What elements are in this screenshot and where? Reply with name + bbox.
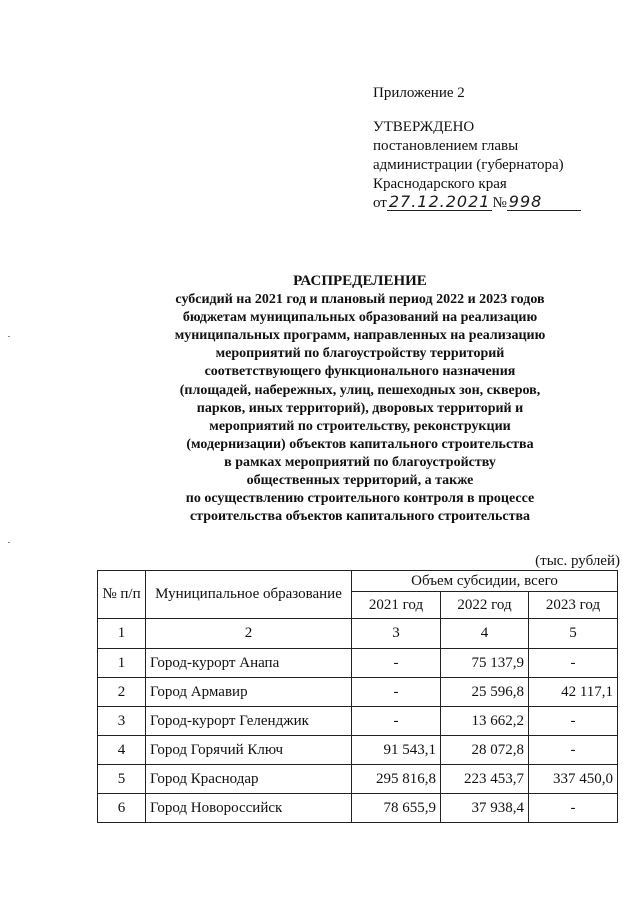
units-label: (тыс. рублей) <box>535 553 620 569</box>
table-row <box>98 794 618 823</box>
value-2023: 337 450,0 <box>529 765 618 794</box>
municipality-name: Город-курорт Анапа <box>146 649 352 678</box>
index-cell: 4 <box>441 619 529 649</box>
title-line: общественных территорий, а также <box>246 473 474 489</box>
row-number: 4 <box>98 736 146 765</box>
table-row <box>98 736 618 765</box>
header-year-2021: 2021 год <box>352 592 441 619</box>
title-line: (модернизации) объектов капитального строительства <box>186 436 534 452</box>
title-line: в рамках мероприятий по благоустройству <box>224 454 496 470</box>
row-number: 6 <box>98 794 146 823</box>
appendix-label: Приложение 2 <box>373 85 465 101</box>
value-2021: - <box>352 649 441 678</box>
municipality-name: Город Горячий Ключ <box>146 736 352 765</box>
approval-block <box>373 84 581 213</box>
title-line: парков, иных территорий), дворовых территорий и <box>196 400 524 416</box>
value-2021: 78 655,9 <box>352 794 441 823</box>
value-2021: - <box>352 707 441 736</box>
index-cell: 3 <box>352 619 441 649</box>
title-line: мероприятий по строительству, реконструкции <box>209 418 511 434</box>
table-row <box>98 678 618 707</box>
title-line: субсидий на 2021 год и плановый период 2022 и 2023 годов <box>175 292 545 308</box>
value-2022: 75 137,9 <box>441 649 529 678</box>
document-title <box>150 272 570 526</box>
number-prefix: № <box>492 195 507 211</box>
header-total: Объем субсидии, всего <box>352 571 618 592</box>
handwritten-number: 998 <box>507 194 581 211</box>
title-line: по осуществлению строительного контроля в процессе <box>185 491 535 507</box>
spacer <box>373 103 581 118</box>
handwritten-date: 27.12.2021 <box>388 192 491 211</box>
header-row <box>98 571 618 592</box>
date-prefix: от <box>373 195 387 211</box>
title-line: мероприятий по благоустройству территорий <box>215 346 505 362</box>
approval-line-1: постановлением главы <box>373 138 519 154</box>
value-2022: 37 938,4 <box>441 794 529 823</box>
municipality-name: Город Новороссийск <box>146 794 352 823</box>
value-2023: 42 117,1 <box>529 678 618 707</box>
row-number: 2 <box>98 678 146 707</box>
header-year-2023: 2023 год <box>529 592 618 619</box>
value-2023: - <box>529 794 618 823</box>
municipality-name: Город Армавир <box>146 678 352 707</box>
table-row <box>98 765 618 794</box>
value-2021: - <box>352 678 441 707</box>
value-2022: 28 072,8 <box>441 736 529 765</box>
row-number: 5 <box>98 765 146 794</box>
approval-line-2: администрации (губернатора) <box>373 157 564 173</box>
value-2023: - <box>529 707 618 736</box>
scan-speck <box>8 336 10 337</box>
index-cell: 2 <box>146 619 352 649</box>
header-number: № п/п <box>98 571 146 619</box>
title-line: муниципальных программ, направленных на реализацию <box>174 328 546 344</box>
index-cell: 5 <box>529 619 618 649</box>
index-cell: 1 <box>98 619 146 649</box>
approval-line-3: Краснодарского края <box>373 176 507 192</box>
title-line: бюджетам муниципальных образований на реализацию <box>182 310 538 326</box>
header-year-2022: 2022 год <box>441 592 529 619</box>
title-line: соответствующего функционального назначения <box>204 364 516 380</box>
value-2022: 13 662,2 <box>441 707 529 736</box>
header-municipality: Муниципальное образование <box>146 571 352 619</box>
row-number: 1 <box>98 649 146 678</box>
date-number-line <box>373 194 581 213</box>
title-line: (площадей, набережных, улиц, пешеходных зон, скверов, <box>179 382 541 398</box>
value-2021: 91 543,1 <box>352 736 441 765</box>
value-2022: 223 453,7 <box>441 765 529 794</box>
title-line: строительства объектов капитального строительства <box>189 509 531 525</box>
approved-label: УТВЕРЖДЕНО <box>373 119 475 135</box>
municipality-name: Город Краснодар <box>146 765 352 794</box>
value-2022: 25 596,8 <box>441 678 529 707</box>
column-index-row <box>98 619 618 649</box>
row-number: 3 <box>98 707 146 736</box>
table-row <box>98 649 618 678</box>
value-2023: - <box>529 736 618 765</box>
municipality-name: Город-курорт Геленджик <box>146 707 352 736</box>
title-heading: РАСПРЕДЕЛЕНИЕ <box>293 273 427 289</box>
scan-speck <box>8 542 10 543</box>
value-2021: 295 816,8 <box>352 765 441 794</box>
value-2023: - <box>529 649 618 678</box>
table-row <box>98 707 618 736</box>
subsidy-table <box>97 570 618 823</box>
